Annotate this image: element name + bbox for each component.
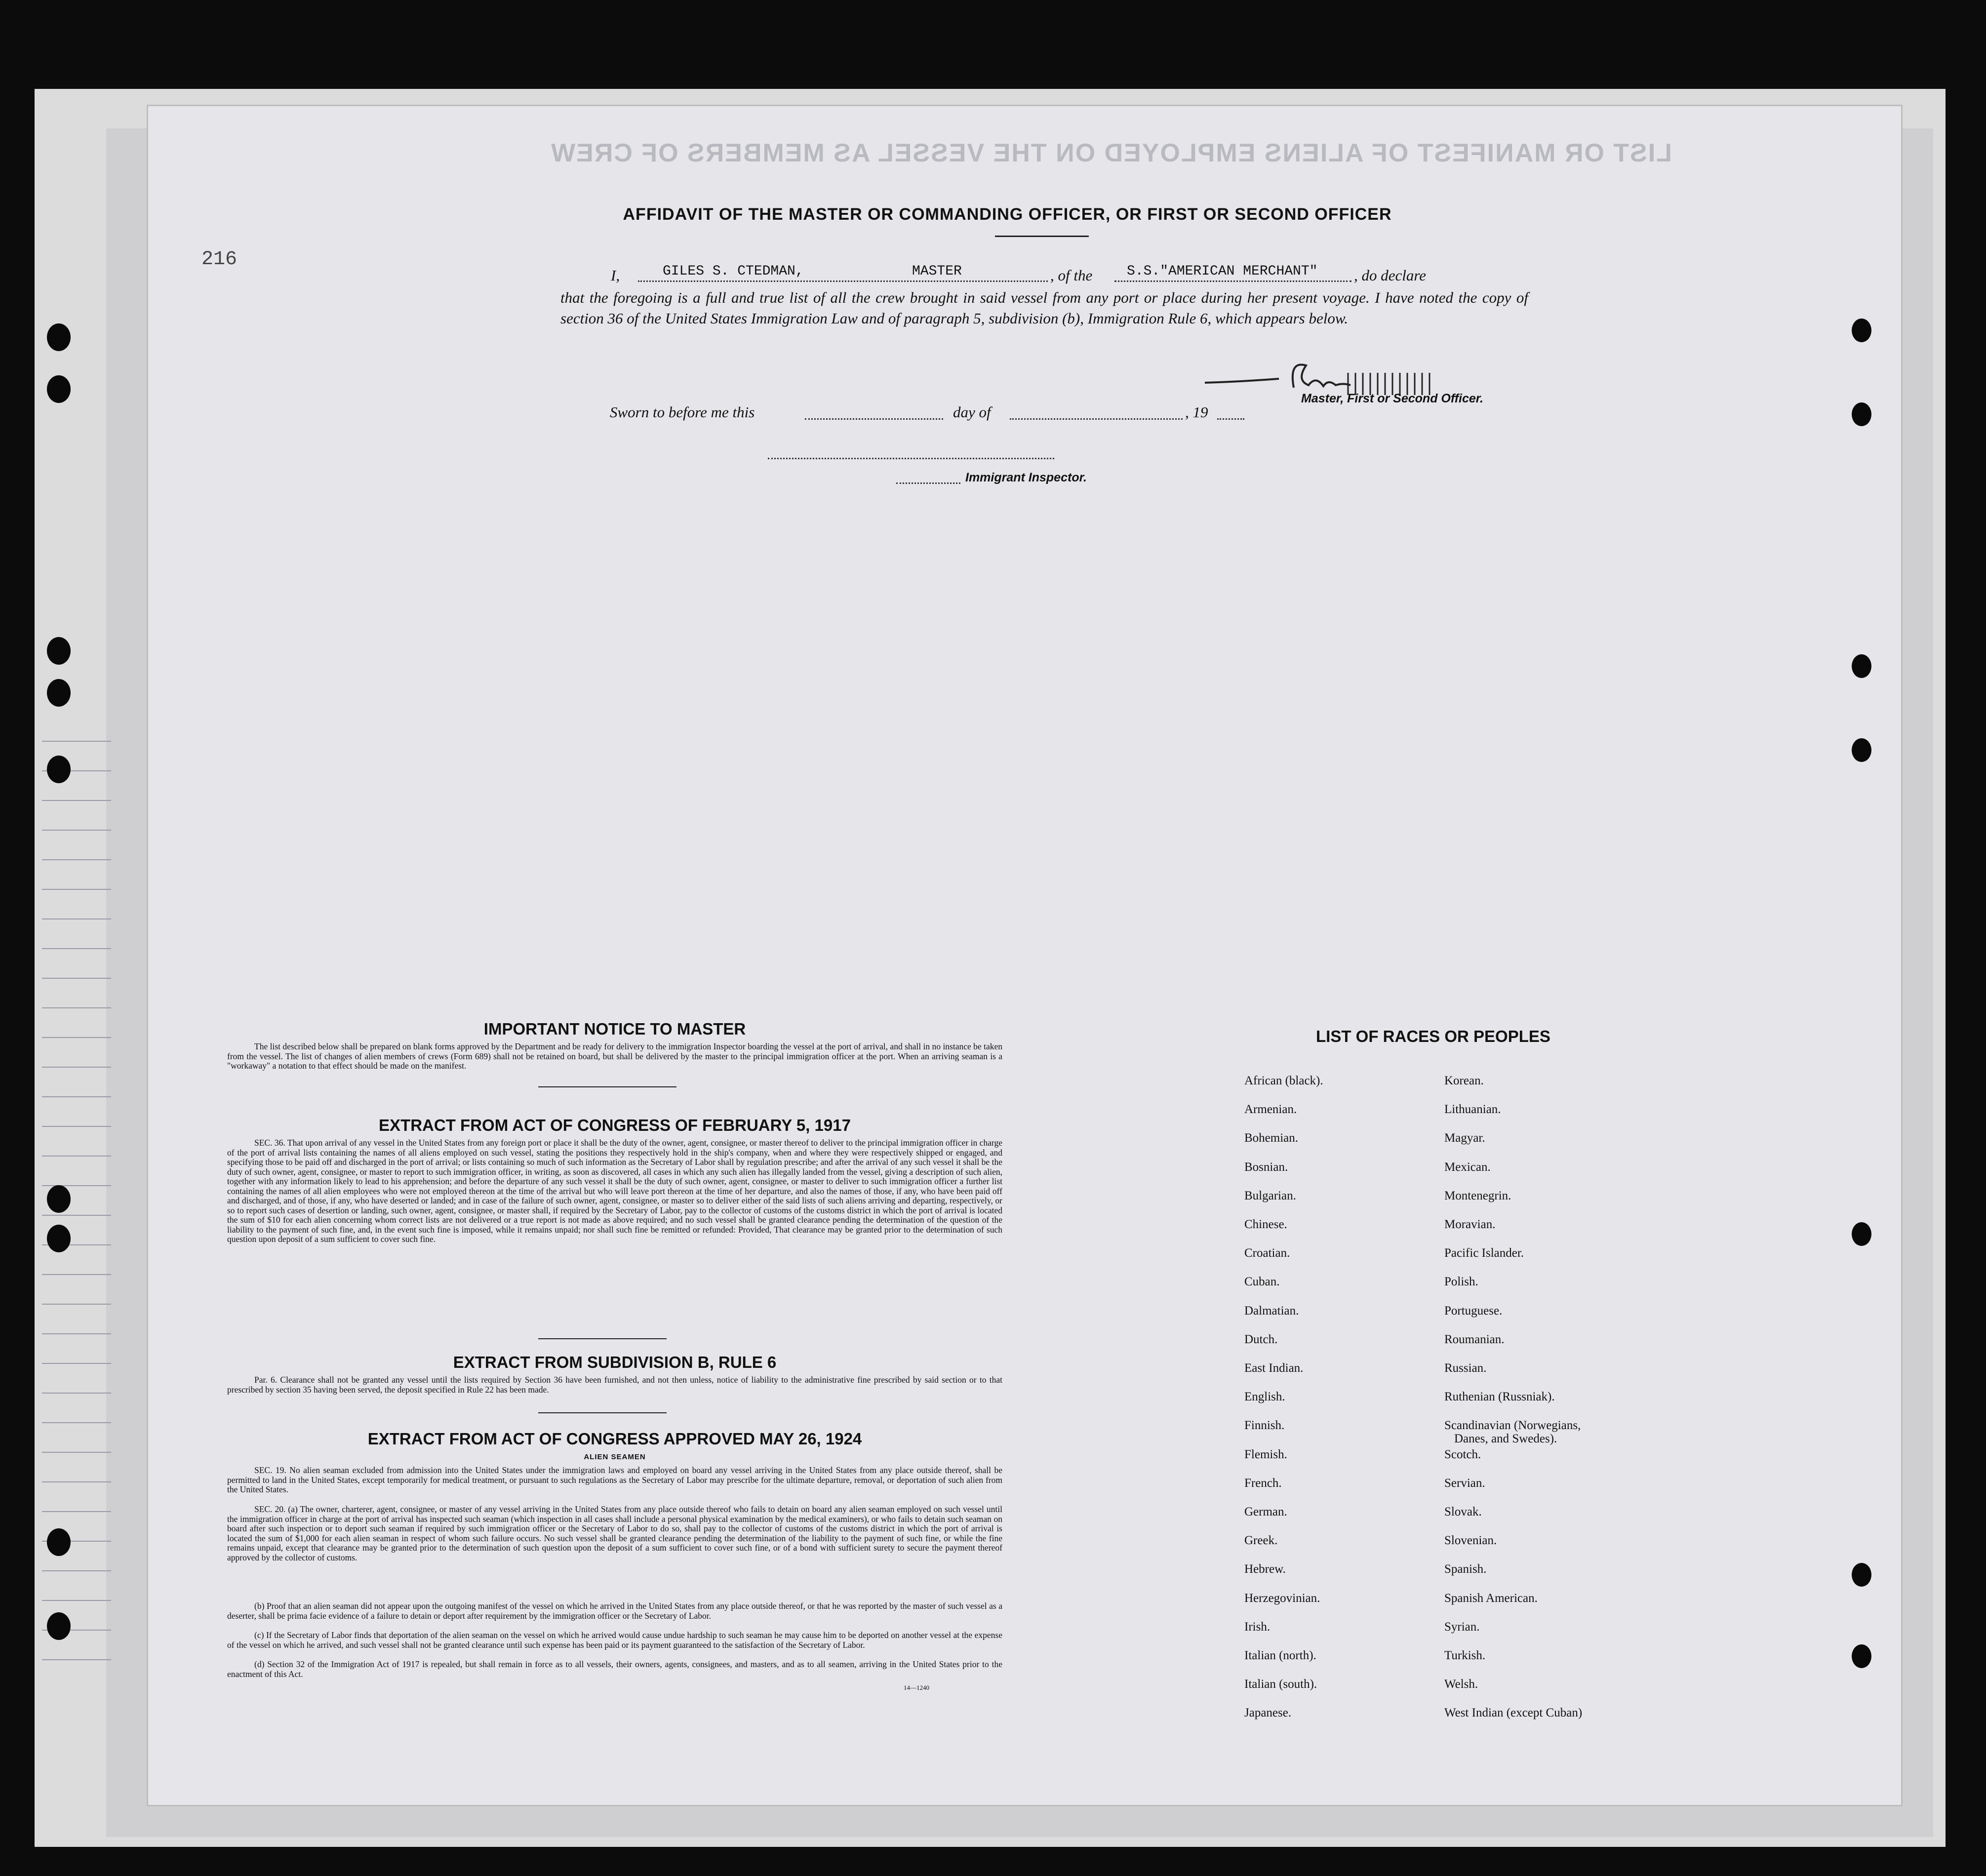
race-item: Spanish. (1444, 1562, 1487, 1576)
sec20a: SEC. 20. (a) The owner, charterer, agent, consignee, or master of any vessel arriving in the United States from any place outside thereof who fails to detain on board any alien seaman employed on such vessel until the immigration officer in charge at the port of arrival has inspected such seaman (which inspection in all cases shall include a personal physical examination by the medical examiners), or who fails to detain such seaman on board after such inspection or to deport such seaman if required by such immigration officer or the Secretary of Labor to do so, shall pay to the collector of customs of the customs district in which the port of arrival is located the sum of $1,000 for each alien seaman in respect of whom such failure occurs. No such vessel shall be granted clearance pending the determination of the liability to the payment of such fine, or while the fine remains unpaid, except that clearance may be granted prior to the determination of such question upon the deposit of a sum sufficient to cover such fine, or of a bond with sufficient surety to secure the payment thereof approved by the collector of customs. (227, 1504, 1002, 1562)
race-item: Italian (north). (1244, 1649, 1316, 1662)
notice-title: IMPORTANT NOTICE TO MASTER (483, 1020, 746, 1038)
binder-hole (47, 679, 71, 707)
race-item: Japanese. (1244, 1706, 1292, 1720)
affidavit-title: AFFIDAVIT OF THE MASTER OR COMMANDING OFFICER, OR FIRST OR SECOND OFFICER (623, 205, 1392, 224)
race-item: Slovak. (1444, 1505, 1482, 1518)
race-item: Welsh. (1444, 1677, 1478, 1691)
alien-seamen-subtitle: ALIEN SEAMEN (584, 1453, 646, 1461)
race-item: Herzegovinian. (1244, 1591, 1320, 1605)
affidavit-body: that the foregoing is a full and true list of all the crew brought in said vessel from any port or place during her present voyage. I have noted the copy of section 36 of the United States Immigration Law and of paragraph 5, subdivision (b), Immigration Rule 6, which appears below. (560, 289, 1528, 327)
binder-hole (47, 375, 71, 403)
vessel-name: S.S."AMERICAN MERCHANT" (1127, 264, 1318, 279)
extract-1924-title: EXTRACT FROM ACT OF CONGRESS APPROVED MAY 26, 1924 (367, 1430, 862, 1448)
master-name: GILES S. CTEDMAN, (663, 264, 804, 279)
sec20d: (d) Section 32 of the Immigration Act of 1917 is repealed, but shall remain in force as to all vessels, their owners, agents, consignees, and masters, and as to all seamen, arriving in the United States prior to the enactment of this Act. (227, 1659, 1002, 1679)
race-item: English. (1244, 1390, 1285, 1404)
sec20c: (c) If the Secretary of Labor finds that deportation of the alien seaman on the vessel on which he arrived would cause undue hardship to such seaman he may cause him to be deported on another vessel at the expense of the vessel on which he arrived, and such vessel shall not be granted clearance until such expense has been paid or its payment guaranteed to the satisfaction of the Secretary of Labor. (227, 1630, 1002, 1650)
background-header: LIST OR MANIFEST OF ALIENS EMPLOYED ON THE VESSEL AS MEMBERS OF CREW (550, 139, 1672, 167)
do-declare-text: , do declare (1354, 267, 1427, 284)
race-item: German. (1244, 1505, 1287, 1518)
race-item: Flemish. (1244, 1447, 1287, 1461)
race-item: Chinese. (1244, 1218, 1287, 1231)
race-item: African (black). (1244, 1074, 1323, 1087)
binder-hole (47, 323, 71, 351)
race-item: Syrian. (1444, 1620, 1480, 1634)
race-item: East Indian. (1244, 1361, 1304, 1375)
race-item: Irish. (1244, 1620, 1271, 1634)
margin-note: 216 (201, 248, 238, 271)
extract-1917-title: EXTRACT FROM ACT OF CONGRESS OF FEBRUARY 5, 1917 (379, 1116, 851, 1134)
binder-hole (47, 1185, 71, 1213)
race-item: Dutch. (1244, 1332, 1278, 1346)
affidavit-line1 (611, 264, 1697, 286)
race-item: Turkish. (1444, 1649, 1486, 1662)
race-item: Bohemian. (1244, 1131, 1299, 1145)
race-item: Magyar. (1444, 1131, 1485, 1145)
race-item: Croatian. (1244, 1246, 1290, 1260)
year-text: , 19 (1185, 403, 1208, 421)
race-item: Armenian. (1244, 1103, 1297, 1117)
race-item: Cuban. (1244, 1275, 1280, 1289)
binder-hole (47, 1225, 71, 1252)
binder-hole (1852, 1644, 1871, 1668)
extract-1917-body: SEC. 36. That upon arrival of any vessel in the United States from any foreign port or place it shall be the duty of the owner, agent, consignee, or master thereof to deliver to the principal immigration officer in charge of the port of arrival lists containing the names of all aliens employed on such vessel, stating the positions they respectively hold in the ship's company, when and where they were respectively shipped or engaged, and specifying those to be paid off and discharged in the port of arrival; or lists containing so much of such information as the Secretary of Labor shall by regulation prescribe; and after the arrival of any such vessel it shall be the duty of such owner, agent, consignee, or master to report to such immigration officer, in writing, as soon as discovered, all cases in which any such alien has illegally landed from the vessel, giving a description of such alien, together with any information likely to lead to his apprehension; and before the departure of any such vessel it shall be the duty of such owner, agent, consignee, or master to deliver to such immigration officer a further list containing the names of all alien employees who were not employed thereon at the time of the arrival but who will leave port thereon at the time of her departure, and also the names of those, if any, who have been paid off and discharged, and of those, if any, who have deserted or landed; and in case of the failure of such owner, agent, consignee, or master so to deliver either of the said lists of such aliens arriving and departing, respectively, or so to report such cases of desertion or landing, such owner, agent, consignee, or master shall, if required by the Secretary of Labor, pay to the collector of customs of the customs district in which the port of arrival is located the sum of $10 for each alien concerning whom correct lists are not delivered or a true report is not made as above required; and no such vessel shall be granted clearance pending the determination of the question of the liability to the payment of such fine, and, in the event such fine is imposed, while it remains unpaid; nor shall such fine be remitted or refunded: Provided, That clearance may be granted prior to the determination of such question upon deposit of a sum sufficient to cover such fine. (227, 1138, 1002, 1244)
race-item: Ruthenian (Russniak). (1444, 1390, 1555, 1404)
day-of-text: day of (953, 403, 991, 421)
race-item: Italian (south). (1244, 1677, 1317, 1691)
of-the-text: , of the (1050, 267, 1093, 284)
binder-hole (1852, 738, 1871, 762)
master-rank: MASTER (912, 264, 962, 279)
race-item: Danes, and Swedes). (1454, 1432, 1557, 1446)
binder-hole (47, 1528, 71, 1556)
affidavit-i: I, (611, 267, 620, 284)
binder-hole (47, 1612, 71, 1640)
race-item: Finnish. (1244, 1419, 1285, 1433)
binder-hole (1852, 1222, 1871, 1246)
race-item: Moravian. (1444, 1218, 1496, 1231)
race-item: Korean. (1444, 1074, 1484, 1087)
race-item: French. (1244, 1476, 1282, 1490)
manifest-page (148, 106, 1901, 1805)
binder-hole (47, 756, 71, 783)
race-item: West Indian (except Cuban) (1444, 1706, 1583, 1720)
subdivision-b-body: Par. 6. Clearance shall not be granted any vessel until the lists required by Section 36 have been furnished, and not then unless, notice of liability to the administrative fine prescribed by said section or to that prescribed by section 35 having been served, the deposit specified in Rule 22 has been made. (227, 1375, 1002, 1395)
inspector-caption: Immigrant Inspector. (965, 471, 1087, 484)
subdivision-b-title: EXTRACT FROM SUBDIVISION B, RULE 6 (453, 1353, 777, 1371)
race-item: Pacific Islander. (1444, 1246, 1524, 1260)
signature-caption: Master, First or Second Officer. (1301, 392, 1484, 405)
race-item: Spanish American. (1444, 1591, 1538, 1605)
race-item: Bosnian. (1244, 1160, 1288, 1174)
race-item: Bulgarian. (1244, 1189, 1296, 1202)
race-item: Slovenian. (1444, 1534, 1497, 1548)
race-item: Dalmatian. (1244, 1304, 1299, 1317)
race-item: Montenegrin. (1444, 1189, 1511, 1202)
race-item: Servian. (1444, 1476, 1485, 1490)
race-item: Portuguese. (1444, 1304, 1503, 1317)
race-item: Greek. (1244, 1534, 1278, 1548)
races-title: LIST OF RACES OR PEOPLES (1316, 1027, 1550, 1045)
race-item: Mexican. (1444, 1160, 1491, 1174)
race-item: Hebrew. (1244, 1562, 1286, 1576)
sworn-text: Sworn to before me this (610, 403, 755, 421)
race-item: Lithuanian. (1444, 1103, 1501, 1117)
binder-hole (1852, 319, 1871, 342)
notice-body: The list described below shall be prepared on blank forms approved by the Department and be ready for delivery to the immigration Inspector boarding the vessel at the port of arrival, and shall in no instance be taken from the vessel. The list of changes of alien members of crews (Form 689) shall not be retained on board, but shall be delivered by the master to the principal immigration officer at the port. When an arriving seaman is a "workaway" a notation to that effect should be made on the manifest. (227, 1041, 1002, 1071)
binder-hole (1852, 654, 1871, 678)
binder-hole (1852, 402, 1871, 426)
race-item: Russian. (1444, 1361, 1487, 1375)
binder-hole (1852, 1563, 1871, 1587)
race-item: Polish. (1444, 1275, 1478, 1289)
race-item: Scotch. (1444, 1447, 1481, 1461)
form-number: 14—1240 (904, 1684, 929, 1691)
title-rule (995, 236, 1089, 237)
sec20b: (b) Proof that an alien seaman did not appear upon the outgoing manifest of the vessel on which he arrived in the United States from any place outside thereof, or that he was reported by the master of such vessel as a deserter, shall be prima facie evidence of a failure to detain or deport after requirement by the immigration officer or the Secretary of Labor. (227, 1601, 1002, 1621)
binder-hole (47, 637, 71, 665)
sec19: SEC. 19. No alien seaman excluded from admission into the United States under the immigration laws and employed on board any vessel arriving in the United States from any place outside thereof, shall be permitted to land in the United States, except temporarily for medical treatment, or pursuant to such regulations as the Secretary of Labor may prescribe for the ultimate departure, removal, or deportation of such alien from the United States. (227, 1465, 1002, 1494)
race-item: Scandinavian (Norwegians, (1444, 1419, 1581, 1433)
race-item: Roumanian. (1444, 1332, 1505, 1346)
